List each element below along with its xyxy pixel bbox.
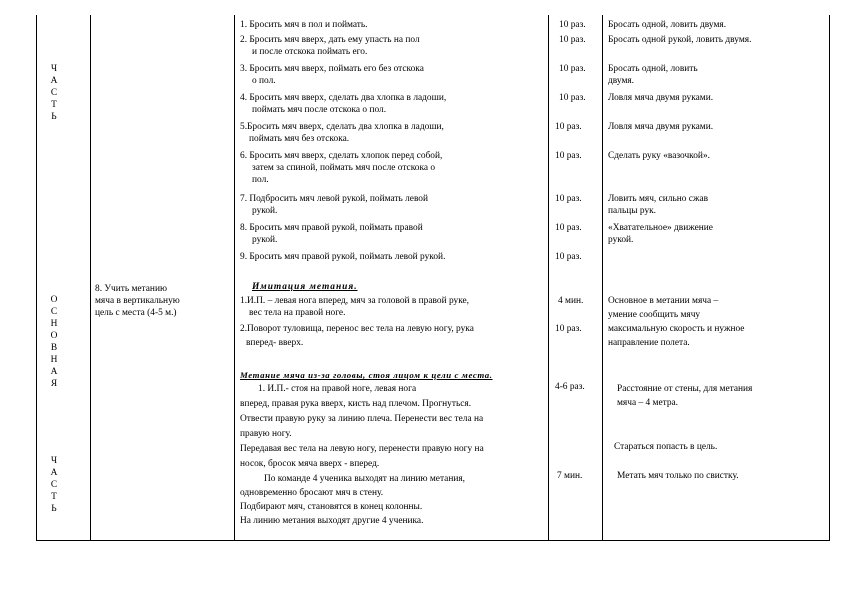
column-divider-4	[602, 15, 603, 541]
exercise-note: Бросать одной, ловить	[608, 64, 698, 74]
exercise-dose: 10 раз.	[559, 64, 586, 74]
exercise-dose: 10 раз.	[559, 35, 586, 45]
imitation-note: направление полета.	[608, 338, 690, 348]
column-divider-3	[548, 15, 549, 541]
imitation-note: максимальную скорость и нужное	[608, 324, 745, 334]
task-line: цель с места (4-5 м.)	[95, 308, 177, 318]
side-label-part-top: Ч А С Т Ь	[50, 64, 58, 122]
exercise-note: Ловля мяча двумя руками.	[608, 122, 714, 132]
exercise-line: и после отскока поймать его.	[252, 47, 368, 57]
exercise-dose: 10 раз.	[555, 223, 582, 233]
table-border-bottom	[36, 540, 830, 541]
imitation-heading: Имитация метания.	[252, 282, 358, 292]
throwing-note: Стараться попасть в цель.	[614, 442, 718, 452]
exercise-note: пальцы рук.	[608, 206, 657, 216]
exercise-line: рукой.	[252, 235, 278, 245]
exercise-line: 6. Бросить мяч вверх, сделать хлопок перед собой,	[240, 151, 443, 161]
exercise-line: пол.	[252, 175, 269, 185]
column-divider-1	[90, 15, 91, 541]
exercise-dose: 10 раз.	[555, 252, 582, 262]
exercise-dose: 10 раз.	[555, 194, 582, 204]
throwing-line: Подбирают мяч, становятся в конец колонны.	[240, 502, 423, 512]
exercise-line: 5.Бросить мяч вверх, сделать два хлопка в ладоши,	[240, 122, 444, 132]
throwing-line: носок, бросок мяча вверх - вперед.	[240, 459, 380, 469]
imitation-line: вес тела на правой ноге.	[249, 308, 346, 318]
throwing-line: одновременно бросают мяч в стену.	[240, 488, 384, 498]
exercise-note: Сделать руку «вазочкой».	[608, 151, 710, 161]
exercise-dose: 10 раз.	[559, 20, 586, 30]
exercise-dose: 10 раз.	[555, 151, 582, 161]
throwing-line: Передавая вес тела на левую ногу, перенести правую ногу на	[240, 444, 484, 454]
exercise-line: рукой.	[252, 206, 278, 216]
imitation-line: 1.И.П. – левая нога вперед, мяч за головой в правой руке,	[240, 296, 470, 306]
exercise-note: Бросать одной, ловить двумя.	[608, 20, 727, 30]
imitation-note: умение сообщить мячу	[608, 310, 701, 320]
throwing-note: Метать мяч только по свистку.	[617, 471, 739, 481]
exercise-line: 4. Бросить мяч вверх, сделать два хлопка в ладоши,	[240, 93, 447, 103]
throwing-line: На линию метания выходят другие 4 ученика.	[240, 516, 424, 526]
exercise-dose: 10 раз.	[559, 93, 586, 103]
imitation-dose: 10 раз.	[555, 324, 582, 334]
throwing-line: 1. И.П.- стоя на правой ноге, левая нога	[258, 384, 417, 394]
exercise-note: Ловить мяч, сильно сжав	[608, 194, 709, 204]
throwing-dose: 4-6 раз.	[555, 382, 585, 392]
exercise-line: 2. Бросить мяч вверх, дать ему упасть на пол	[240, 35, 420, 45]
exercise-dose: 10 раз.	[555, 122, 582, 132]
side-label-main: О С Н О В Н А Я	[50, 295, 58, 389]
throwing-line: По команде 4 ученика выходят на линию метания,	[264, 474, 466, 484]
exercise-line: 7. Подбросить мяч левой рукой, поймать левой	[240, 194, 429, 204]
table-border-left	[36, 15, 37, 541]
exercise-line: о пол.	[252, 76, 276, 86]
exercise-line: затем за спиной, поймать мяч после отскока о	[252, 163, 436, 173]
throwing-note: Расстояние от стены, для метания	[617, 384, 753, 394]
task-line: 8. Учить метанию	[95, 284, 167, 294]
imitation-line: 2.Поворот туловища, перенос вес тела на левую ногу, рука	[240, 324, 474, 334]
throwing-line: правую ногу.	[240, 429, 292, 439]
imitation-line: вперед- вверх.	[246, 338, 304, 348]
exercise-note: «Хватательное» движение	[608, 223, 713, 233]
exercise-note: Бросать одной рукой, ловить двумя.	[608, 35, 752, 45]
exercise-line: поймать мяч после отскока о пол.	[252, 105, 387, 115]
task-line: мяча в вертикальную	[95, 296, 180, 306]
exercise-line: 1. Бросить мяч в пол и поймать.	[240, 20, 368, 30]
column-divider-2	[234, 15, 235, 541]
exercise-note: двумя.	[608, 76, 635, 86]
imitation-note: Основное в метании мяча –	[608, 296, 719, 306]
exercise-line: 3. Бросить мяч вверх, поймать его без отскока	[240, 64, 424, 74]
exercise-line: 9. Бросить мяч правой рукой, поймать левой рукой.	[240, 252, 446, 262]
imitation-dose: 4 мин.	[558, 296, 584, 306]
table-border-right	[829, 15, 830, 541]
throwing-dose: 7 мин.	[557, 471, 583, 481]
throwing-note: мяча – 4 метра.	[617, 398, 679, 408]
throwing-heading: Метание мяча из-за головы, стоя лицом к цели с места.	[240, 370, 493, 380]
exercise-note: рукой.	[608, 235, 634, 245]
exercise-line: поймать мяч без отскока.	[249, 134, 350, 144]
throwing-line: вперед, правая рука вверх, кисть над плечом. Прогнуться.	[240, 399, 472, 409]
exercise-line: 8. Бросить мяч правой рукой, поймать правой	[240, 223, 423, 233]
throwing-line: Отвести правую руку за линию плеча. Перенести вес тела на	[240, 414, 484, 424]
side-label-part-bottom: Ч А С Т Ь	[50, 456, 58, 514]
exercise-note: Ловля мяча двумя руками.	[608, 93, 714, 103]
